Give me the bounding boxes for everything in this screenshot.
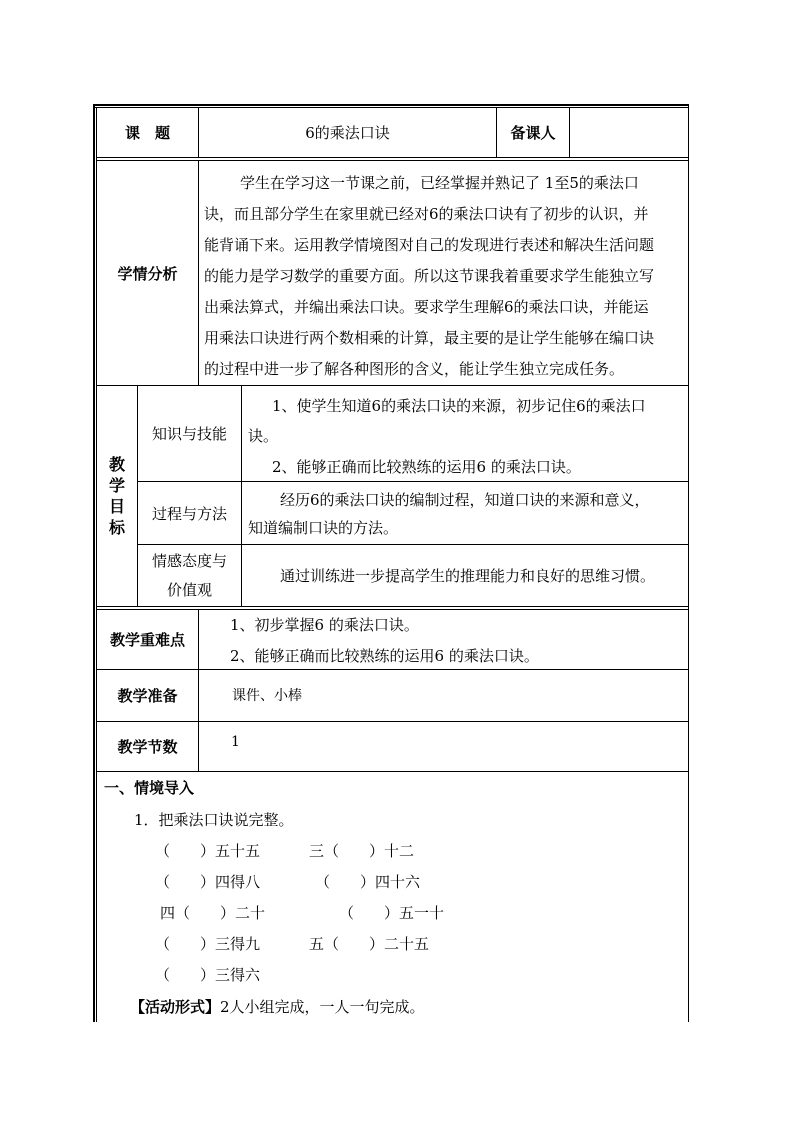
key-points-line: 1、初步掌握6 的乘法口诀。 bbox=[230, 616, 419, 634]
preparer-value bbox=[570, 108, 688, 157]
preparer-label: 备课人 bbox=[510, 124, 556, 142]
border bbox=[96, 157, 689, 158]
preparation-label: 教学准备 bbox=[117, 687, 178, 705]
border bbox=[96, 771, 689, 772]
objectives-label-char: 目 bbox=[108, 497, 125, 516]
section-title: 一、情境导入 bbox=[104, 779, 195, 797]
analysis-line: 诀，而且部分学生在家里就已经对6的乘法口诀有了初步的认识，并 bbox=[204, 205, 649, 223]
knowledge-line: 1、使学生知道6的乘法口诀的来源，初步记住6的乘法口 bbox=[272, 397, 646, 415]
process-line: 经历6的乘法口诀的编制过程，知道口诀的来源和意义， bbox=[280, 491, 650, 509]
sessions-label: 教学节数 bbox=[117, 738, 178, 756]
analysis-line: 出乘法算式，并编出乘法口诀。要求学生理解6的乘法口诀，并能运 bbox=[204, 298, 649, 316]
border bbox=[198, 160, 199, 386]
activity-label: 【活动形式】 bbox=[130, 998, 221, 1016]
objectives-label bbox=[97, 386, 137, 606]
exercise-item: （ ）五一十 bbox=[339, 904, 445, 922]
border bbox=[198, 609, 199, 772]
analysis-line: 用乘法口诀进行两个数相乘的计算，最主要的是让学生能够在编口诀 bbox=[204, 329, 655, 347]
analysis-line: 能背诵下来。运用教学情境图对自己的发现进行表述和解决生活问题 bbox=[204, 236, 655, 254]
exercise-item: 四（ ）二十 bbox=[160, 904, 266, 922]
border bbox=[96, 606, 689, 607]
knowledge-line: 诀。 bbox=[248, 427, 279, 445]
process-line: 知道编制口诀的方法。 bbox=[248, 519, 399, 537]
exercise-item: （ ）三得九 bbox=[155, 935, 261, 953]
exercise-item: 五（ ）二十五 bbox=[309, 935, 430, 953]
border bbox=[93, 104, 689, 106]
exercise-item: （ ）三得六 bbox=[155, 966, 261, 984]
border bbox=[688, 104, 689, 1022]
knowledge-line: 2、能够正确而比较熟练的运用6 的乘法口诀。 bbox=[272, 458, 581, 476]
emotion-label bbox=[138, 545, 241, 606]
exercise-item: 三（ ）十二 bbox=[309, 842, 415, 860]
activity-line bbox=[130, 997, 425, 1017]
exercise-item: （ ）四得八 bbox=[155, 873, 261, 891]
process-label: 过程与方法 bbox=[151, 504, 227, 523]
task-text: 1．把乘法口诀说完整。 bbox=[134, 811, 294, 829]
topic-value: 6的乘法口诀 bbox=[305, 124, 390, 142]
lesson-plan-table bbox=[93, 104, 689, 1022]
sessions-value: 1 bbox=[231, 734, 240, 750]
analysis-line: 的过程中进一步了解各种图形的含义，能让学生独立完成任务。 bbox=[204, 360, 625, 378]
exercise-item: （ ）五十五 bbox=[155, 842, 261, 860]
border bbox=[93, 104, 95, 1022]
topic-label: 课 题 bbox=[124, 124, 170, 142]
emotion-label-line: 情感态度与 bbox=[151, 551, 227, 570]
key-points-line: 2、能够正确而比较熟练的运用6 的乘法口诀。 bbox=[230, 647, 539, 665]
emotion-text: 通过训练进一步提高学生的推理能力和良好的思维习惯。 bbox=[280, 567, 656, 585]
exercise-item: （ ）四十六 bbox=[315, 873, 421, 891]
analysis-label: 学情分析 bbox=[117, 264, 178, 283]
knowledge-label: 知识与技能 bbox=[151, 425, 227, 443]
preparation-value: 课件、小棒 bbox=[232, 688, 302, 704]
objectives-label-char: 教 bbox=[108, 455, 125, 474]
activity-text: 2人小组完成，一人一句完成。 bbox=[220, 998, 425, 1016]
border bbox=[241, 385, 242, 607]
objectives-label-char: 学 bbox=[108, 476, 125, 495]
objectives-label-char: 标 bbox=[108, 518, 125, 537]
analysis-line: 学生在学习这一节课之前，已经掌握并熟记了 1至5的乘法口 bbox=[240, 174, 639, 192]
emotion-label-line: 价值观 bbox=[166, 580, 212, 599]
analysis-line: 的能力是学习数学的重要方面。所以这节课我着重要求学生能独立写 bbox=[204, 267, 655, 285]
key-points-label: 教学重难点 bbox=[109, 631, 185, 649]
